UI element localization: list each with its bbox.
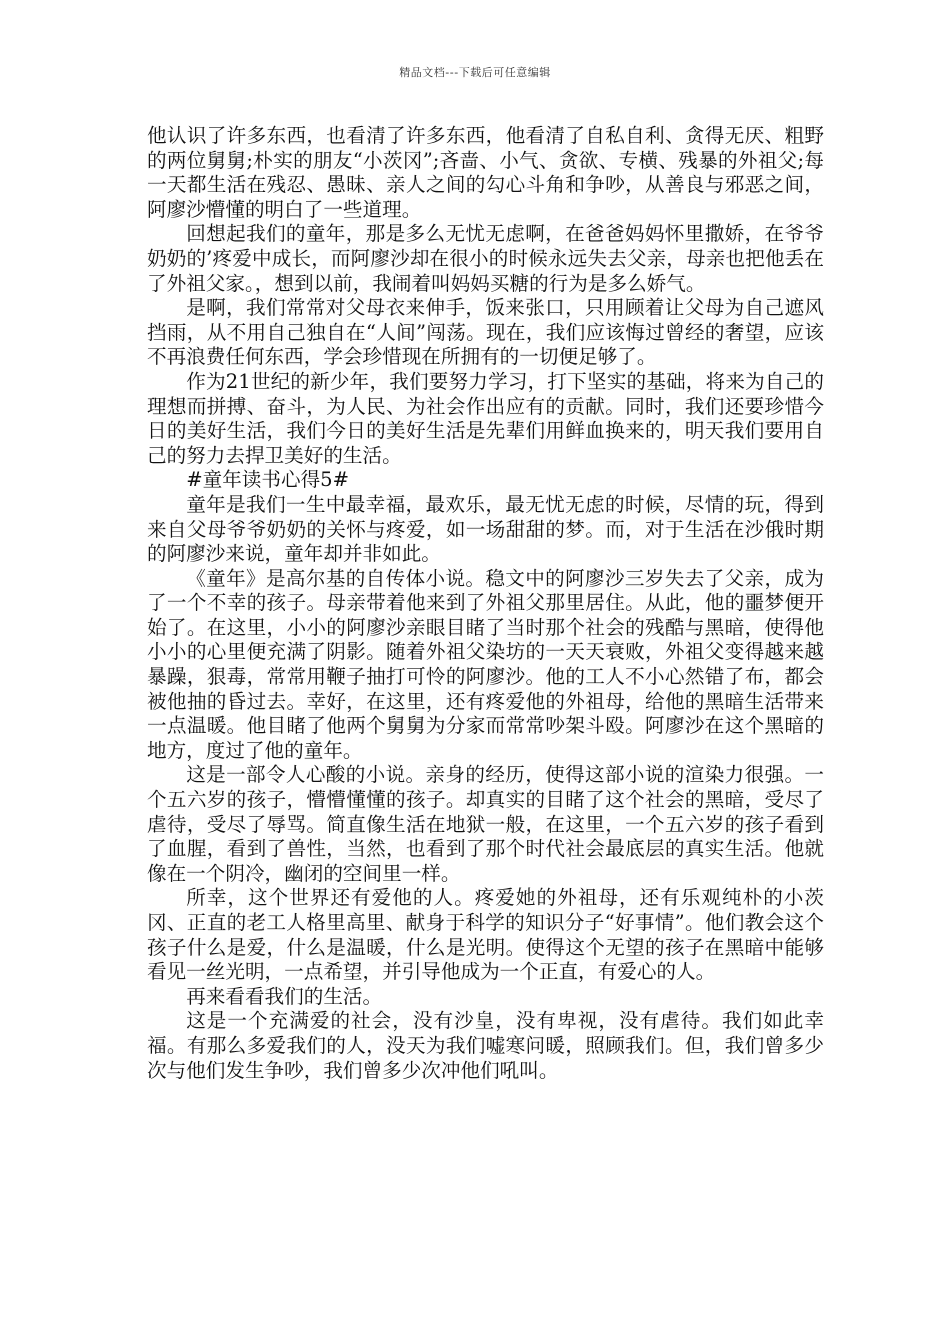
paragraph-3: 是啊，我们常常对父母衣来伸手，饭来张口，只用顾着让父母为自己遮风挡雨，从不用自己独自在“人间”闯荡。现在，我们应该悔过曾经的奢望，应该不再浪费任何东西，学会珍惜现在所拥有的一切便足够了。 — [147, 296, 824, 369]
document-body — [147, 124, 824, 1083]
paragraph-5: 童年是我们一生中最幸福，最欢乐，最无忧无虑的时候，尽情的玩，得到来自父母爷爷奶奶的关怀与疼爱，如一场甜甜的梦。而，对于生活在沙俄时期的阿廖沙来说，童年却并非如此。 — [147, 492, 824, 566]
paragraph-10: 这是一个充满爱的社会，没有沙皇，没有卑视，没有虐待。我们如此幸福。有那么多爱我们的人，没天为我们嘘寒问暖，照顾我们。但，我们曾多少次与他们发生争吵，我们曾多少次冲他们吼叫。 — [147, 1009, 824, 1082]
paragraph-8: 所幸，这个世界还有爱他的人。疼爱她的外祖母，还有乐观纯朴的小茨冈、正直的老工人格里高里、献身于科学的知识分子“好事情”。他们教会这个孩子什么是爱，什么是温暖，什么是光明。使得这个无望的孩子在黑暗中能够看见一丝光明，一点希望，并引导他成为一个正直，有爱心的人。 — [147, 886, 824, 984]
paragraph-7: 这是一部令人心酸的小说。亲身的经历，使得这部小说的渲染力很强。一个五六岁的孩子，懵懵懂懂的孩子。却真实的目睹了这个社会的黑暗，受尽了虐待，受尽了辱骂。简直像生活在地狱一般，在这里，一个五六岁的孩子看到了血腥，看到了兽性，当然，也看到了那个时代社会最底层的真实生活。他就像在一个阴冷，幽闭的空间里一样。 — [147, 763, 824, 885]
section-heading: #童年读书心得5# — [186, 468, 350, 492]
paragraph-9: 再来看看我们的生活。 — [186, 984, 383, 1008]
paragraph-6: 《童年》是高尔基的自传体小说。稳文中的阿廖沙三岁失去了父亲，成为了一个不幸的孩子。母亲带着他来到了外祖父那里居住。从此，他的噩梦便开始了。在这里，小小的阿廖沙亲眼目睹了当时那个社会的残酷与黑暗，使得他小小的心里便充满了阴影。随着外祖父染坊的一天天衰败，外祖父变得越来越暴躁，狠毒，常常用鞭子抽打可怜的阿廖沙。他的工人不小心然错了布，都会被他抽的昏过去。幸好，在这里，还有疼爱他的外祖母，给他的黑暗生活带来一点温暖。他目睹了他两个舅舅为分家而常常吵架斗殴。阿廖沙在这个黑暗的地方，度过了他的童年。 — [147, 566, 824, 762]
paragraph-4: 作为21世纪的新少年，我们要努力学习，打下坚实的基础，将来为自己的理想而拼搏、奋斗，为人民、为社会作出应有的贡献。同时，我们还要珍惜今日的美好生活，我们今日的美好生活是先辈们用鲜血换来的，明天我们要用自己的努力去捍卫美好的生活。 — [147, 369, 824, 467]
page-header: 精品文档---下载后可任意编辑 — [399, 66, 551, 79]
paragraph-2: 回想起我们的童年，那是多么无忧无虑啊，在爸爸妈妈怀里撒娇，在爷爷奶奶的’疼爱中成长，而阿廖沙却在很小的时候永远失去父亲，母亲也把他丢在了外祖父家。，想到以前，我闹着叫妈妈买糖的行为是多么娇气。 — [147, 222, 824, 295]
paragraph-1: 他认识了许多东西，也看清了许多东西，他看清了自私自利、贪得无厌、粗野的两位舅舅;朴实的朋友“小茨冈”;吝啬、小气、贪欲、专横、残暴的外祖父;每一天都生活在残忍、愚昧、亲人之间的勾心斗角和争吵，从善良与邪恶之间，阿廖沙懵懂的明白了一些道理。 — [147, 124, 824, 221]
